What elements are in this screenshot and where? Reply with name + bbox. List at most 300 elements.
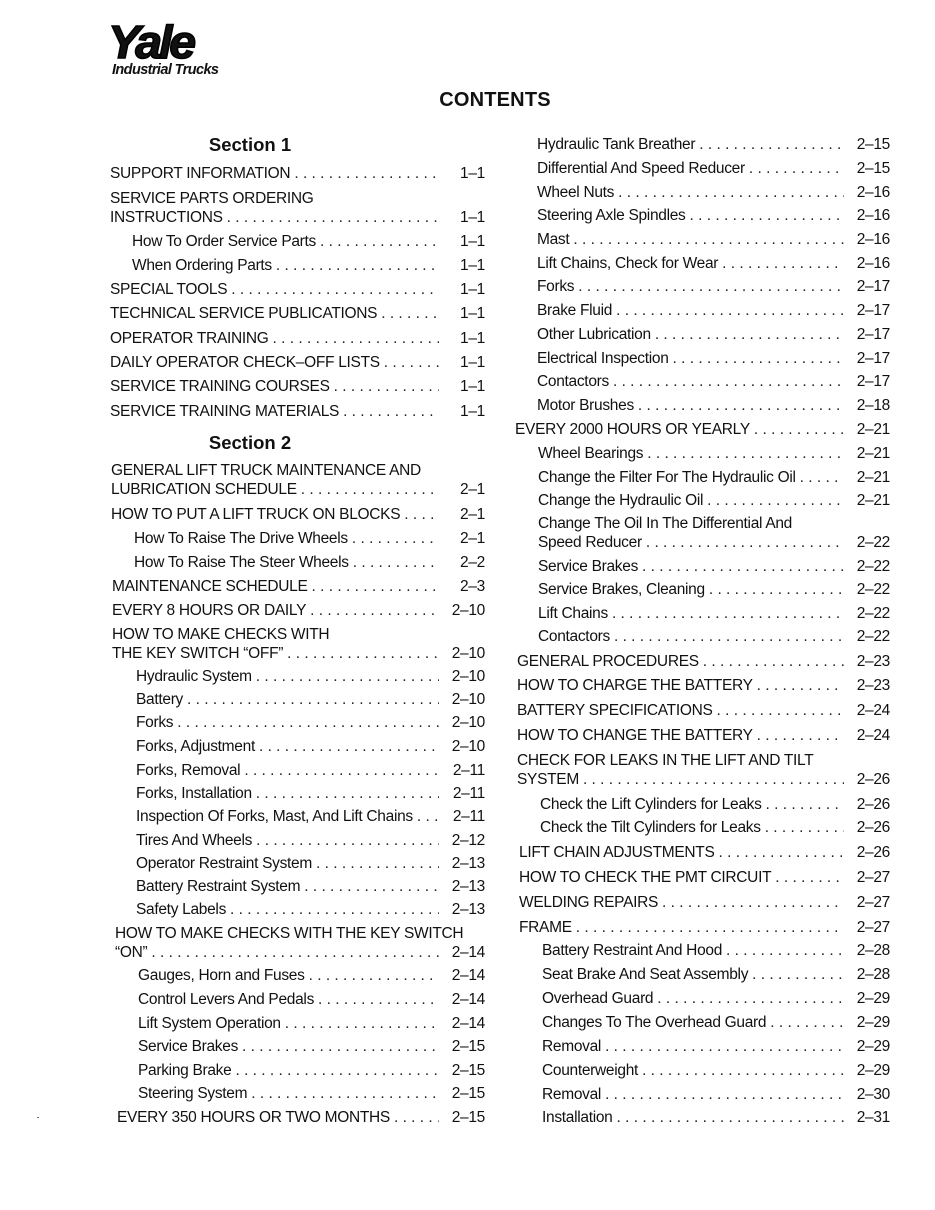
toc-entry[interactable] <box>538 627 890 646</box>
toc-entry-label: Brake Fluid <box>537 302 613 319</box>
toc-entry[interactable] <box>136 900 485 919</box>
toc-entry[interactable] <box>537 159 890 178</box>
dot-leader <box>673 349 844 368</box>
dot-leader <box>717 701 844 720</box>
dot-leader <box>353 553 439 572</box>
toc-entry-label: SERVICE TRAINING COURSES <box>110 378 330 395</box>
toc-entry-page-number: 2–14 <box>451 967 485 984</box>
toc-entry[interactable] <box>136 877 485 896</box>
toc-entry-page-number: 1–1 <box>460 281 485 298</box>
dot-leader <box>276 256 439 275</box>
toc-entry[interactable] <box>519 918 890 937</box>
toc-entry-label: Service Brakes <box>538 558 639 575</box>
dot-leader <box>384 353 439 372</box>
toc-entry-page-number: 2–21 <box>856 421 890 438</box>
dot-leader <box>613 372 844 391</box>
toc-entry[interactable] <box>517 652 890 671</box>
toc-entry[interactable] <box>110 189 485 227</box>
toc-entry-label: Contactors <box>538 628 610 645</box>
toc-entry-label: Control Levers And Pedals <box>138 991 315 1008</box>
toc-entry[interactable] <box>537 183 890 202</box>
toc-entry-label: FRAME <box>519 919 572 936</box>
toc-entry[interactable] <box>115 924 485 962</box>
toc-entry-label: Forks <box>537 278 575 295</box>
dot-leader <box>754 420 844 439</box>
toc-entry-label: OPERATOR TRAINING <box>110 330 269 347</box>
toc-entry[interactable] <box>519 893 890 912</box>
toc-entry-label: LIFT CHAIN ADJUSTMENTS <box>519 844 715 861</box>
toc-entry-label: Differential And Speed Reducer <box>537 160 745 177</box>
toc-entry-page-number: 2–10 <box>451 602 485 619</box>
toc-entry-page-number: 2–21 <box>856 492 890 509</box>
toc-entry-label: Counterweight <box>542 1062 639 1079</box>
toc-entry-page-number: 1–1 <box>460 378 485 395</box>
dot-leader <box>662 893 844 912</box>
logo-brand: Yale <box>108 16 193 68</box>
toc-entry-label: Electrical Inspection <box>537 350 669 367</box>
toc-entry[interactable] <box>136 667 485 686</box>
toc-entry[interactable] <box>542 965 890 984</box>
toc-entry[interactable] <box>537 372 890 391</box>
toc-entry-page-number: 2–21 <box>856 469 890 486</box>
toc-entry-label: Hydraulic System <box>136 668 252 685</box>
toc-entry[interactable] <box>136 761 485 780</box>
dot-leader <box>309 966 439 985</box>
toc-entry-label: Speed Reducer <box>538 534 642 551</box>
toc-entry-label: HOW TO CHANGE THE BATTERY <box>517 727 753 744</box>
dot-leader <box>800 468 844 487</box>
dot-leader <box>655 325 844 344</box>
dot-leader <box>318 990 439 1009</box>
toc-entry-label: Forks <box>136 714 174 731</box>
toc-entry-label: Check the Lift Cylinders for Leaks <box>540 796 762 813</box>
toc-entry-page-number: 2–11 <box>452 762 485 779</box>
toc-entry[interactable] <box>542 1085 890 1104</box>
toc-entry-page-number: 2–15 <box>451 1062 485 1079</box>
toc-entry-page-number: 2–17 <box>856 302 890 319</box>
dot-leader <box>638 396 844 415</box>
toc-entry[interactable] <box>538 491 890 510</box>
toc-entry-page-number: 1–1 <box>460 305 485 322</box>
toc-entry-page-number: 2–18 <box>856 397 890 414</box>
dot-leader <box>294 164 439 183</box>
toc-entry[interactable] <box>540 818 890 837</box>
dot-leader <box>177 713 439 732</box>
toc-entry[interactable] <box>138 1061 485 1080</box>
toc-entry-label: When Ordering Parts <box>132 257 272 274</box>
page-title: CONTENTS <box>439 89 551 111</box>
toc-entry-page-number: 2–27 <box>856 894 890 911</box>
toc-entry-page-number: 2–10 <box>451 738 485 755</box>
toc-entry-label: HOW TO PUT A LIFT TRUCK ON BLOCKS <box>111 506 401 523</box>
toc-entry[interactable] <box>136 690 485 709</box>
toc-entry[interactable] <box>538 580 890 599</box>
toc-entry-page-number: 2–11 <box>452 785 485 802</box>
toc-entry[interactable] <box>138 1037 485 1056</box>
dot-leader <box>320 232 439 251</box>
toc-entry[interactable] <box>110 402 485 421</box>
toc-entry[interactable] <box>136 831 485 850</box>
dot-leader <box>251 1084 439 1103</box>
toc-entry-label: TECHNICAL SERVICE PUBLICATIONS <box>110 305 378 322</box>
toc-entry[interactable] <box>517 726 890 745</box>
dot-leader <box>304 877 439 896</box>
dot-leader <box>766 795 844 814</box>
toc-entry-page-number: 2–26 <box>856 844 890 861</box>
toc-entry[interactable] <box>540 795 890 814</box>
toc-entry-label: Seat Brake And Seat Assembly <box>542 966 749 983</box>
toc-entry[interactable] <box>517 751 890 789</box>
toc-entry[interactable] <box>519 868 890 887</box>
toc-entry-page-number: 2–24 <box>856 702 890 719</box>
toc-entry-page-number: 2–16 <box>856 255 890 272</box>
toc-entry[interactable] <box>112 625 485 663</box>
dot-leader <box>316 854 439 873</box>
toc-entry-label: Change the Filter For The Hydraulic Oil <box>538 469 796 486</box>
toc-entry-label: LUBRICATION SCHEDULE <box>111 481 297 498</box>
dot-leader <box>394 1108 439 1127</box>
dot-leader <box>749 159 844 178</box>
toc-entry[interactable] <box>538 468 890 487</box>
toc-entry-page-number: 1–1 <box>460 330 485 347</box>
toc-entry-label: DAILY OPERATOR CHECK–OFF LISTS <box>110 354 380 371</box>
toc-entry-label: WELDING REPAIRS <box>519 894 659 911</box>
dot-leader <box>310 601 439 620</box>
dot-leader <box>578 277 844 296</box>
toc-entry-page-number: 2–14 <box>451 991 485 1008</box>
toc-entry-label: Safety Labels <box>136 901 227 918</box>
dot-leader <box>757 726 844 745</box>
toc-entry[interactable] <box>132 256 485 275</box>
toc-entry-label: SPECIAL TOOLS <box>110 281 228 298</box>
toc-entry[interactable] <box>136 784 485 803</box>
dot-leader <box>699 135 844 154</box>
toc-entry[interactable] <box>538 557 890 576</box>
toc-entry[interactable] <box>138 990 485 1009</box>
toc-entry-label: Mast <box>537 231 570 248</box>
section-heading: Section 2 <box>208 432 292 453</box>
toc-entry-page-number: 2–14 <box>451 944 485 961</box>
dot-leader <box>709 580 844 599</box>
toc-entry-label: Motor Brushes <box>537 397 634 414</box>
toc-entry[interactable] <box>542 941 890 960</box>
toc-entry-label-line1: SERVICE PARTS ORDERING <box>110 190 314 207</box>
toc-entry[interactable] <box>132 232 485 251</box>
toc-entry[interactable] <box>110 280 485 299</box>
dot-leader <box>618 183 844 202</box>
dot-leader <box>343 402 439 421</box>
toc-entry-label: Gauges, Horn and Fuses <box>138 967 305 984</box>
toc-entry[interactable] <box>537 349 890 368</box>
toc-entry-label: Overhead Guard <box>542 990 654 1007</box>
toc-entry-page-number: 1–1 <box>460 257 485 274</box>
toc-entry-page-number: 2–22 <box>856 558 890 575</box>
toc-entry-page-number: 2–26 <box>856 819 890 836</box>
toc-entry[interactable] <box>538 514 890 552</box>
toc-entry-label: Installation <box>542 1109 613 1126</box>
toc-entry-label: BATTERY SPECIFICATIONS <box>517 702 713 719</box>
toc-entry-page-number: 2–3 <box>460 578 485 595</box>
dot-leader <box>752 965 844 984</box>
toc-entry-label: Lift Chains, Check for Wear <box>537 255 719 272</box>
toc-entry-page-number: 2–17 <box>856 278 890 295</box>
scan-artifact <box>37 1117 39 1118</box>
toc-entry-label: Inspection Of Forks, Mast, And Lift Chains <box>136 808 413 825</box>
toc-entry[interactable] <box>138 1084 485 1103</box>
toc-entry-page-number: 2–27 <box>856 869 890 886</box>
dot-leader <box>235 1061 439 1080</box>
dot-leader <box>417 807 439 826</box>
toc-entry-page-number: 2–22 <box>856 628 890 645</box>
toc-entry[interactable] <box>537 325 890 344</box>
dot-leader <box>287 644 439 663</box>
toc-entry-label: Change the Hydraulic Oil <box>538 492 704 509</box>
toc-entry-label-line1: GENERAL LIFT TRUCK MAINTENANCE AND <box>111 462 421 479</box>
toc-entry[interactable] <box>519 843 890 862</box>
toc-entry-page-number: 2–15 <box>451 1109 485 1126</box>
toc-entry-page-number: 2–2 <box>460 554 485 571</box>
dot-leader <box>573 230 844 249</box>
toc-entry[interactable] <box>110 353 485 372</box>
toc-entry-label: Contactors <box>537 373 609 390</box>
toc-entry[interactable] <box>537 206 890 225</box>
dot-leader <box>259 737 439 756</box>
toc-entry-page-number: 2–26 <box>856 796 890 813</box>
toc-entry-label: Forks, Installation <box>136 785 252 802</box>
toc-entry[interactable] <box>111 461 485 499</box>
dot-leader <box>647 444 844 463</box>
toc-entry-page-number: 2–13 <box>451 855 485 872</box>
toc-entry-label: EVERY 2000 HOURS OR YEARLY <box>515 421 750 438</box>
toc-entry[interactable] <box>110 377 485 396</box>
toc-entry-page-number: 2–10 <box>451 645 485 662</box>
toc-entry-page-number: 2–14 <box>451 1015 485 1032</box>
toc-entry-page-number: 1–1 <box>460 354 485 371</box>
dot-leader <box>576 918 844 937</box>
toc-entry-label: Removal <box>542 1038 602 1055</box>
dot-leader <box>273 329 439 348</box>
dot-leader <box>616 301 844 320</box>
toc-entry-label: Service Brakes <box>138 1038 239 1055</box>
toc-entry[interactable] <box>136 713 485 732</box>
toc-entry-label: INSTRUCTIONS <box>110 209 223 226</box>
toc-entry-page-number: 2–1 <box>460 530 485 547</box>
toc-entry[interactable] <box>110 164 485 183</box>
toc-entry-page-number: 2–26 <box>856 771 890 788</box>
toc-entry-page-number: 2–28 <box>856 966 890 983</box>
toc-entry-page-number: 2–15 <box>856 136 890 153</box>
toc-entry-label: HOW TO CHECK THE PMT CIRCUIT <box>519 869 772 886</box>
toc-entry-page-number: 2–28 <box>856 942 890 959</box>
toc-entry-label-line1: HOW TO MAKE CHECKS WITH <box>112 626 330 643</box>
dot-leader <box>285 1014 439 1033</box>
dot-leader <box>612 604 844 623</box>
toc-entry-page-number: 2–12 <box>451 832 485 849</box>
dot-leader <box>657 989 844 1008</box>
toc-entry-label: Forks, Removal <box>136 762 241 779</box>
toc-entry-label: EVERY 350 HOURS OR TWO MONTHS <box>117 1109 390 1126</box>
toc-entry-page-number: 2–16 <box>856 207 890 224</box>
toc-entry[interactable] <box>537 254 890 273</box>
toc-entry-page-number: 2–22 <box>856 534 890 551</box>
toc-entry[interactable] <box>538 604 890 623</box>
dot-leader <box>244 761 439 780</box>
toc-entry-label: Wheel Bearings <box>538 445 644 462</box>
toc-entry[interactable] <box>537 277 890 296</box>
toc-entry[interactable] <box>134 529 485 548</box>
yale-logo <box>108 16 219 78</box>
dot-leader <box>614 627 844 646</box>
toc-entry-label: Battery <box>136 691 184 708</box>
dot-leader <box>726 941 844 960</box>
toc-entry-page-number: 2–23 <box>856 653 890 670</box>
toc-entry[interactable] <box>517 676 890 695</box>
toc-entry-label: Forks, Adjustment <box>136 738 255 755</box>
toc-entry[interactable] <box>537 301 890 320</box>
toc-entry[interactable] <box>542 1013 890 1032</box>
toc-entry-page-number: 2–17 <box>856 350 890 367</box>
dot-leader <box>352 529 439 548</box>
dot-leader <box>312 577 439 596</box>
toc-entry[interactable] <box>138 966 485 985</box>
toc-entry-label: Other Lubrication <box>537 326 651 343</box>
toc-entry-label: THE KEY SWITCH “OFF” <box>112 645 284 662</box>
dot-leader <box>642 557 844 576</box>
toc-entry-page-number: 2–21 <box>856 445 890 462</box>
toc-entry-label: GENERAL PROCEDURES <box>517 653 699 670</box>
toc-entry[interactable] <box>517 701 890 720</box>
toc-entry-label: Steering Axle Spindles <box>537 207 686 224</box>
dot-leader <box>187 690 439 709</box>
toc-entry[interactable] <box>136 807 485 826</box>
toc-entry-page-number: 2–22 <box>856 581 890 598</box>
dot-leader <box>722 254 844 273</box>
dot-leader <box>605 1037 844 1056</box>
toc-entry-label: MAINTENANCE SCHEDULE <box>112 578 308 595</box>
toc-entry-page-number: 1–1 <box>460 403 485 420</box>
toc-entry[interactable] <box>110 329 485 348</box>
dot-leader <box>757 676 844 695</box>
toc-entry[interactable] <box>112 601 485 620</box>
toc-entry-page-number: 2–15 <box>856 160 890 177</box>
toc-entry-page-number: 2–11 <box>452 808 485 825</box>
dot-leader <box>617 1108 844 1127</box>
toc-entry[interactable] <box>136 854 485 873</box>
toc-entry-page-number: 2–17 <box>856 373 890 390</box>
toc-entry-label: SERVICE TRAINING MATERIALS <box>110 403 340 420</box>
toc-entry-page-number: 2–23 <box>856 677 890 694</box>
dot-leader <box>703 652 844 671</box>
dot-leader <box>381 304 439 323</box>
dot-leader <box>770 1013 844 1032</box>
toc-entry-label: Lift Chains <box>538 605 608 622</box>
toc-entry-label: How To Raise The Steer Wheels <box>134 554 349 571</box>
toc-entry-label-line1: Change The Oil In The Differential And <box>538 515 792 532</box>
toc-entry-page-number: 2–29 <box>856 1062 890 1079</box>
toc-entry[interactable] <box>542 1061 890 1080</box>
toc-entry-page-number: 2–10 <box>451 714 485 731</box>
toc-entry[interactable] <box>111 505 485 524</box>
toc-entry-page-number: 2–16 <box>856 231 890 248</box>
dot-leader <box>707 491 844 510</box>
toc-entry-page-number: 2–27 <box>856 919 890 936</box>
toc-entry-label: “ON” <box>115 944 148 961</box>
toc-entry-label: Lift System Operation <box>138 1015 281 1032</box>
toc-entry[interactable] <box>538 444 890 463</box>
toc-entry-label: Battery Restraint And Hood <box>542 942 723 959</box>
toc-entry-label: Check the Tilt Cylinders for Leaks <box>540 819 761 836</box>
toc-entry[interactable] <box>117 1108 485 1127</box>
dot-leader <box>642 1061 844 1080</box>
toc-entry-page-number: 2–29 <box>856 1038 890 1055</box>
toc-entry-label: Changes To The Overhead Guard <box>542 1014 767 1031</box>
toc-entry-page-number: 2–30 <box>856 1086 890 1103</box>
toc-entry-label: EVERY 8 HOURS OR DAILY <box>112 602 307 619</box>
toc-entry[interactable] <box>542 1037 890 1056</box>
toc-entry-page-number: 2–15 <box>451 1085 485 1102</box>
toc-entry-label: Battery Restraint System <box>136 878 301 895</box>
dot-leader <box>583 770 844 789</box>
toc-entry[interactable] <box>110 304 485 323</box>
dot-leader <box>719 843 845 862</box>
toc-entry[interactable] <box>136 737 485 756</box>
toc-entry[interactable] <box>542 989 890 1008</box>
toc-entry-page-number: 2–29 <box>856 1014 890 1031</box>
toc-entry-page-number: 2–13 <box>451 901 485 918</box>
toc-entry[interactable] <box>537 396 890 415</box>
toc-entry-label: Operator Restraint System <box>136 855 312 872</box>
toc-entry[interactable] <box>138 1014 485 1033</box>
toc-entry[interactable] <box>537 230 890 249</box>
dot-leader <box>404 505 439 524</box>
toc-entry-page-number: 2–24 <box>856 727 890 744</box>
toc-entry[interactable] <box>537 135 890 154</box>
toc-entry-label-line1: HOW TO MAKE CHECKS WITH THE KEY SWITCH <box>115 925 464 942</box>
logo-subtitle: Industrial Trucks <box>112 62 219 78</box>
dot-leader <box>242 1037 439 1056</box>
dot-leader <box>256 667 439 686</box>
dot-leader <box>151 943 439 962</box>
toc-entry-page-number: 2–15 <box>451 1038 485 1055</box>
toc-entry-page-number: 2–13 <box>451 878 485 895</box>
toc-entry-page-number: 2–1 <box>460 481 485 498</box>
dot-leader <box>256 784 439 803</box>
toc-entry-page-number: 1–1 <box>460 233 485 250</box>
toc-entry[interactable] <box>134 553 485 572</box>
toc-entry-label: Removal <box>542 1086 602 1103</box>
dot-leader <box>605 1085 844 1104</box>
toc-entry-page-number: 2–31 <box>856 1109 890 1126</box>
dot-leader <box>230 900 439 919</box>
dot-leader <box>646 533 844 552</box>
toc-entry-page-number: 2–29 <box>856 990 890 1007</box>
dot-leader <box>231 280 439 299</box>
toc-entry-page-number: 1–1 <box>460 165 485 182</box>
toc-entry[interactable] <box>515 420 890 439</box>
toc-entry[interactable] <box>112 577 485 596</box>
dot-leader <box>334 377 439 396</box>
toc-entry-label: HOW TO CHARGE THE BATTERY <box>517 677 753 694</box>
toc-entry-label: SYSTEM <box>517 771 579 788</box>
dot-leader <box>690 206 845 225</box>
toc-entry-page-number: 2–10 <box>451 668 485 685</box>
dot-leader <box>765 818 844 837</box>
toc-entry-page-number: 2–10 <box>451 691 485 708</box>
toc-entry-page-number: 1–1 <box>460 209 485 226</box>
toc-entry-page-number: 2–16 <box>856 184 890 201</box>
toc-entry-page-number: 2–22 <box>856 605 890 622</box>
toc-entry[interactable] <box>542 1108 890 1127</box>
